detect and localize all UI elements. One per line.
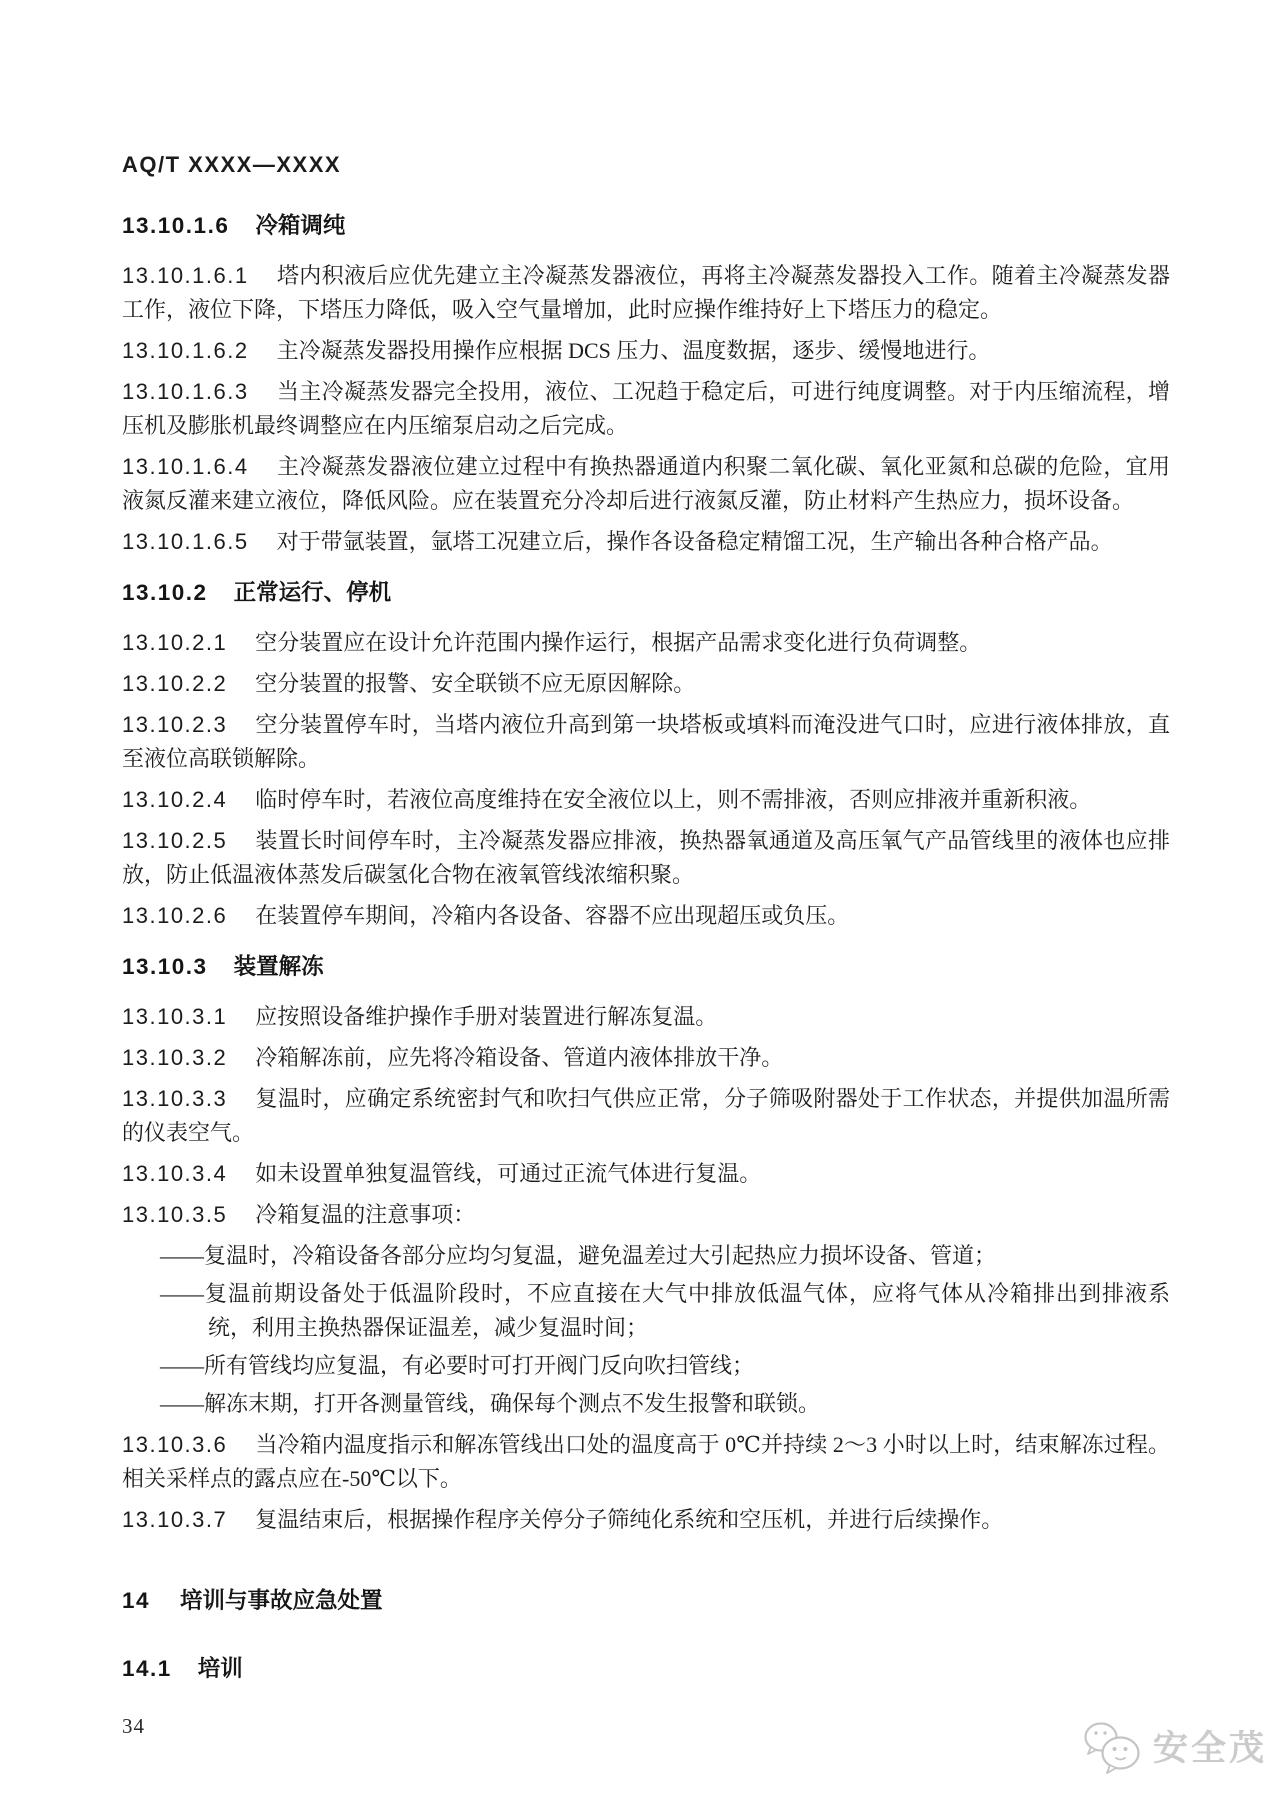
clause-number: 13.10.2.5 <box>122 828 228 853</box>
clause-paragraph <box>122 259 1170 327</box>
page-number: 34 <box>122 1714 145 1738</box>
chapter-title: 培训与事故应急处置 <box>180 1588 383 1613</box>
clause-text: 如未设置单独复温管线，可通过正流气体进行复温。 <box>255 1161 762 1186</box>
clause-paragraph <box>122 334 1170 368</box>
clause-paragraph <box>122 375 1170 443</box>
chat-bubbles-icon <box>1082 1720 1144 1776</box>
clause-number: 13.10.1.6.2 <box>122 338 249 363</box>
watermark <box>1082 1720 1267 1776</box>
clause-paragraph <box>122 450 1170 518</box>
clause-number: 13.10.2.2 <box>122 671 228 696</box>
clause-number: 13.10.2.1 <box>122 630 228 655</box>
clause-number: 13.10.1.6.3 <box>122 379 249 404</box>
clause-number: 13.10.2 <box>122 580 208 605</box>
clause-paragraph <box>122 525 1170 559</box>
dash-list-item: ——解冻末期，打开各测量管线，确保每个测点不发生报警和联锁。 <box>160 1391 821 1416</box>
clause-number: 13.10.2.4 <box>122 787 228 812</box>
clause-number: 13.10.1.6 <box>122 213 230 238</box>
watermark-label: 安全茂 <box>1153 1728 1268 1768</box>
clause-text: 主冷凝蒸发器投用操作应根据 DCS 压力、温度数据，逐步、缓慢地进行。 <box>276 338 991 363</box>
clause-text: 临时停车时，若液位高度维持在安全液位以上，则不需排液，否则应排液并重新积液。 <box>255 787 1092 812</box>
clause-number: 13.10.3.4 <box>122 1161 228 1186</box>
clause-number: 13.10.3.3 <box>122 1086 228 1111</box>
clause-paragraph <box>122 783 1170 817</box>
clause-number: 13.10.3.1 <box>122 1004 228 1029</box>
chapter-heading <box>122 1583 1170 1619</box>
clause-paragraph <box>122 899 1170 933</box>
clause-paragraph <box>122 1198 1170 1232</box>
clause-text: 对于带氩装置，氩塔工况建立后，操作各设备稳定精馏工况，生产输出各种合格产品。 <box>276 529 1113 554</box>
clause-paragraph <box>122 667 1170 701</box>
clause-number: 13.10.3.5 <box>122 1202 228 1227</box>
dash-list-item: ——复温时，冷箱设备各部分应均匀复温，避免温差过大引起热应力损坏设备、管道； <box>160 1243 997 1268</box>
clause-number: 13.10.2.6 <box>122 903 228 928</box>
clause-number: 13.10.2.3 <box>122 712 228 737</box>
dash-list-item: ——所有管线均应复温，有必要时可打开阀门反向吹扫管线； <box>160 1353 755 1378</box>
clause-paragraph <box>122 1428 1170 1496</box>
dash-list-item: ——复温前期设备处于低温阶段时，不应直接在大气中排放低温气体，应将气体从冷箱排出到排液系统，利用主换热器保证温差，减少复温时间； <box>160 1281 1170 1340</box>
clause-paragraph <box>122 1000 1170 1034</box>
clause-heading <box>122 949 1170 985</box>
chapter-number: 14 <box>122 1588 151 1613</box>
clause-paragraph <box>122 1503 1170 1537</box>
clause-text: 复温结束后，根据操作程序关停分子筛纯化系统和空压机，并进行后续操作。 <box>255 1507 1004 1532</box>
clause-paragraph <box>122 1082 1170 1150</box>
standard-code-header: AQ/T XXXX—XXXX <box>122 152 342 177</box>
clause-title: 装置解冻 <box>233 954 324 979</box>
clause-number: 13.10.1.6.4 <box>122 454 249 479</box>
subchapter-heading <box>122 1651 1170 1687</box>
clause-title: 冷箱调纯 <box>255 213 346 238</box>
clause-text: 空分装置的报警、安全联锁不应无原因解除。 <box>255 671 696 696</box>
subchapter-number: 14.1 <box>122 1656 172 1681</box>
clause-text: 当冷箱内温度指示和解冻管线出口处的温度高于 0℃并持续 2～3 小时以上时，结束解冻过程。相关采样点的露点应在-50℃以下。 <box>122 1432 1170 1491</box>
clause-text: 空分装置应在设计允许范围内操作运行，根据产品需求变化进行负荷调整。 <box>255 630 982 655</box>
clause-text: 主冷凝蒸发器液位建立过程中有换热器通道内积聚二氧化碳、氧化亚氮和总碳的危险，宜用液氮反灌来建立液位，降低风险。应在装置充分冷却后进行液氮反灌，防止材料产生热应力，损坏设备。 <box>122 454 1170 513</box>
clause-heading <box>122 208 1170 244</box>
clause-number: 13.10.3 <box>122 954 208 979</box>
clause-paragraph <box>122 1041 1170 1075</box>
clause-number: 13.10.3.2 <box>122 1045 228 1070</box>
clause-text: 冷箱解冻前，应先将冷箱设备、管道内液体排放干净。 <box>255 1045 784 1070</box>
clause-text: 当主冷凝蒸发器完全投用，液位、工况趋于稳定后，可进行纯度调整。对于内压缩流程，增压机及膨胀机最终调整应在内压缩泵启动之后完成。 <box>122 379 1170 438</box>
clause-text: 复温时，应确定系统密封气和吹扫气供应正常，分子筛吸附器处于工作状态，并提供加温所需的仪表空气。 <box>122 1086 1170 1145</box>
document-body <box>122 192 1170 1743</box>
clause-text: 装置长时间停车时，主冷凝蒸发器应排液，换热器氧通道及高压氧气产品管线里的液体也应排放，防止低温液体蒸发后碳氢化合物在液氧管线浓缩积聚。 <box>122 828 1170 887</box>
clause-text: 空分装置停车时，当塔内液位升高到第一块塔板或填料而淹没进气口时，应进行液体排放，直至液位高联锁解除。 <box>122 712 1170 771</box>
clause-number: 13.10.3.7 <box>122 1507 228 1532</box>
clause-title: 正常运行、停机 <box>233 580 392 605</box>
clause-text: 在装置停车期间，冷箱内各设备、容器不应出现超压或负压。 <box>255 903 850 928</box>
clause-paragraph <box>122 1157 1170 1191</box>
clause-paragraph <box>122 626 1170 660</box>
clause-text: 塔内积液后应优先建立主冷凝蒸发器液位，再将主冷凝蒸发器投入工作。随着主冷凝蒸发器工作，液位下降，下塔压力降低，吸入空气量增加，此时应操作维持好上下塔压力的稳定。 <box>122 263 1170 322</box>
clause-number: 13.10.3.6 <box>122 1432 228 1457</box>
clause-paragraph <box>122 708 1170 776</box>
clause-number: 13.10.1.6.1 <box>122 263 249 288</box>
clause-text: 冷箱复温的注意事项： <box>255 1202 476 1227</box>
clause-text: 应按照设备维护操作手册对装置进行解冻复温。 <box>255 1004 718 1029</box>
clause-number: 13.10.1.6.5 <box>122 529 249 554</box>
clause-paragraph <box>122 824 1170 892</box>
clause-heading <box>122 575 1170 611</box>
subchapter-title: 培训 <box>197 1656 243 1681</box>
